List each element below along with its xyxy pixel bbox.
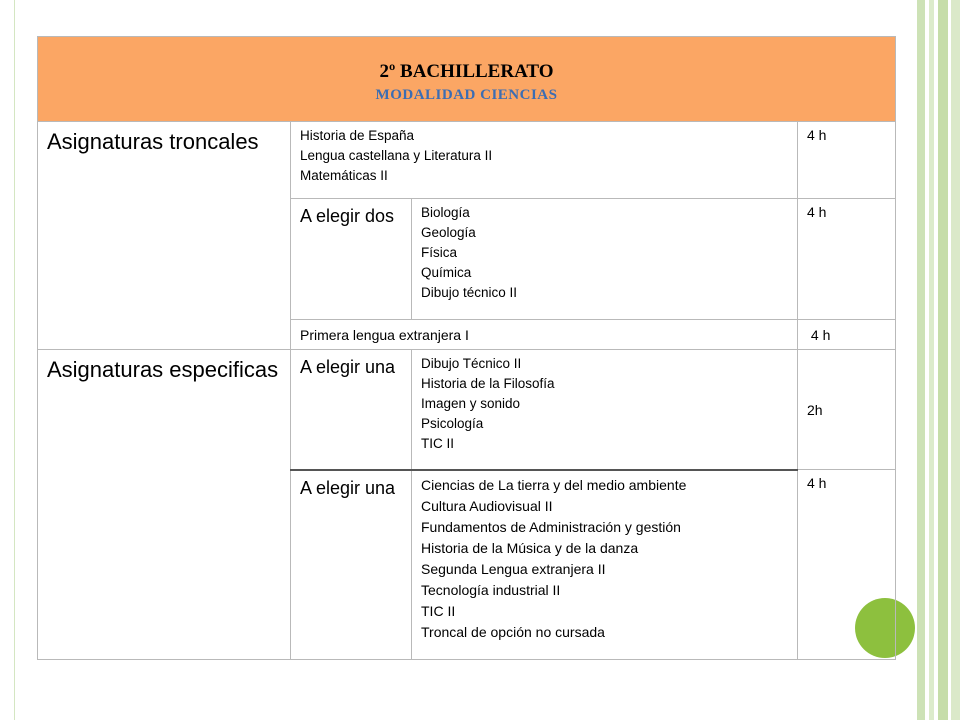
- decorative-band: [917, 0, 925, 720]
- course-table: [37, 36, 896, 660]
- list-item: TIC II: [421, 602, 456, 619]
- core-subjects-cell: [291, 122, 798, 199]
- choose-label: A elegir dos: [291, 199, 412, 320]
- list-item: Psicología: [421, 416, 484, 431]
- hours-cell: 4 h: [798, 470, 896, 660]
- list-item: Historia de la Música y de la danza: [421, 539, 639, 556]
- decorative-band: [929, 0, 934, 720]
- hours-cell: [798, 350, 896, 470]
- hours-cell: 4 h: [798, 320, 896, 350]
- table-row: [38, 350, 896, 470]
- list-item: Tecnología industrial II: [421, 581, 561, 598]
- slide-left-margin: [0, 0, 10, 720]
- list-item: TIC II: [421, 436, 454, 451]
- list-item: Cultura Audiovisual II: [421, 497, 553, 514]
- choose-label: A elegir una: [291, 470, 412, 660]
- list-item: Matemáticas II: [300, 168, 388, 183]
- header-cell: [38, 37, 896, 122]
- choose-label: A elegir una: [291, 350, 412, 470]
- list-item: Imagen y sonido: [421, 396, 521, 411]
- group2-subjects-cell: [412, 470, 798, 660]
- list-item: Ciencias de La tierra y del medio ambiente: [421, 476, 687, 493]
- hours-cell: 4 h: [798, 199, 896, 320]
- header-row: [38, 37, 896, 122]
- list-item: Historia de España: [300, 128, 415, 143]
- hours-cell: 4 h: [798, 122, 896, 199]
- page-title: 2º BACHILLERATO: [379, 60, 554, 82]
- list-item: Dibujo técnico II: [421, 285, 518, 300]
- list-item: Segunda Lengua extranjera II: [421, 560, 606, 577]
- decorative-band: [938, 0, 948, 720]
- decorative-band: [951, 0, 960, 720]
- slide-edge-line: [14, 0, 15, 720]
- category-troncales: Asignaturas troncales: [38, 122, 291, 350]
- hours-value: 2h: [807, 401, 823, 418]
- list-item: Química: [421, 265, 472, 280]
- list-item: Geología: [421, 225, 476, 240]
- list-item: Biología: [421, 205, 470, 220]
- list-item: Lengua castellana y Literatura II: [300, 148, 493, 163]
- list-item: Física: [421, 245, 458, 260]
- list-item: Dibujo Técnico II: [421, 356, 522, 371]
- table-row: [38, 122, 896, 199]
- list-item: Fundamentos de Administración y gestión: [421, 518, 681, 535]
- list-item: Troncal de opción no cursada: [421, 623, 605, 640]
- page-subtitle: MODALIDAD CIENCIAS: [375, 86, 558, 103]
- group1-subjects-cell: [412, 350, 798, 470]
- list-item: Historia de la Filosofía: [421, 376, 555, 391]
- choose-subjects-cell: [412, 199, 798, 320]
- language-subject: Primera lengua extranjera I: [291, 320, 798, 350]
- category-especificas: Asignaturas especificas: [38, 350, 291, 660]
